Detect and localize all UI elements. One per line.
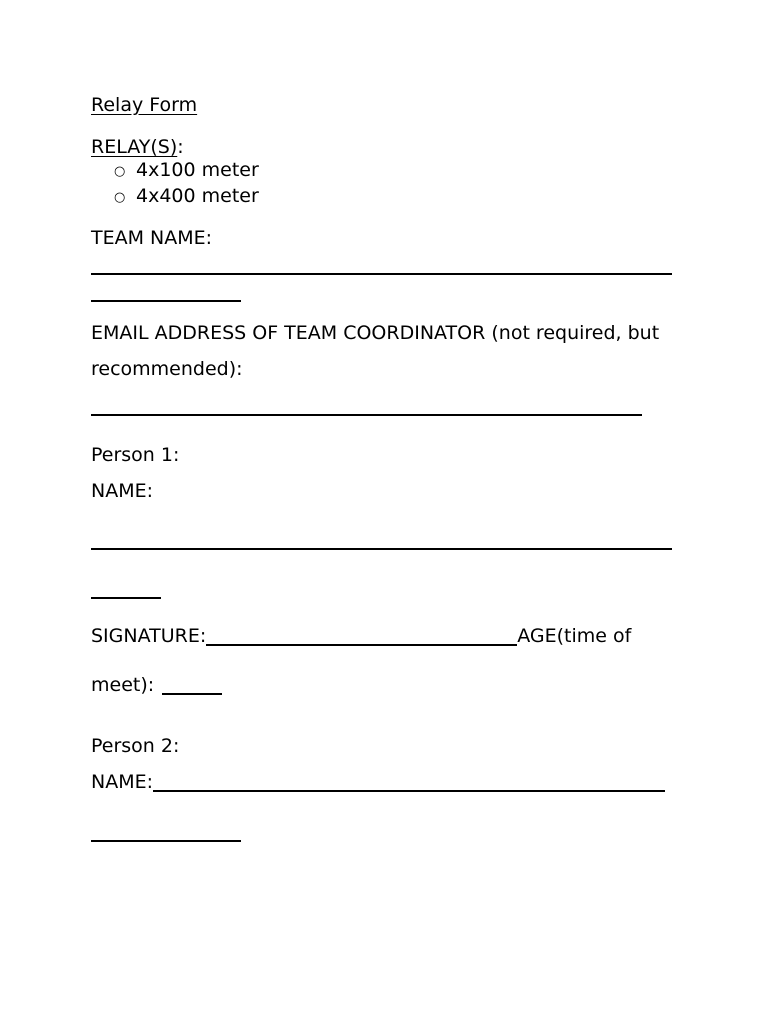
radio-circle-icon[interactable]: ○ (114, 190, 126, 205)
relays-label: RELAY(S) (91, 136, 178, 158)
email-field[interactable] (91, 414, 642, 416)
person2-name-row (91, 771, 665, 793)
person2-name-field-continuation[interactable] (91, 840, 241, 842)
email-label-line2: recommended): (91, 358, 243, 380)
person1-age-label-cont: meet): (91, 674, 155, 696)
person1-name-field[interactable] (91, 548, 672, 550)
team-name-field[interactable] (91, 273, 672, 275)
team-name-field-continuation[interactable] (91, 300, 241, 302)
radio-circle-icon[interactable]: ○ (114, 164, 126, 179)
team-name-label: TEAM NAME: (91, 227, 213, 249)
person1-signature-field[interactable] (206, 626, 517, 646)
relays-label-row (91, 136, 184, 158)
person1-heading: Person 1: (91, 444, 180, 466)
person1-signature-label: SIGNATURE: (91, 625, 207, 647)
person1-age-field[interactable] (162, 675, 222, 695)
email-label-line1: EMAIL ADDRESS OF TEAM COORDINATOR (not required, but (91, 322, 660, 344)
relay-option-4x400[interactable]: 4x400 meter (136, 185, 259, 207)
person1-age-label: AGE(time of (517, 625, 632, 647)
person1-name-label: NAME: (91, 480, 154, 502)
person2-heading: Person 2: (91, 735, 180, 757)
person1-age-row (91, 674, 222, 696)
relays-colon: : (177, 136, 184, 158)
relay-option-4x100[interactable]: 4x100 meter (136, 159, 259, 181)
person2-name-field[interactable] (153, 772, 665, 792)
form-title: Relay Form (91, 94, 198, 116)
person1-name-field-continuation[interactable] (91, 597, 161, 599)
person1-signature-row (91, 625, 631, 647)
person2-name-label: NAME: (91, 771, 154, 793)
